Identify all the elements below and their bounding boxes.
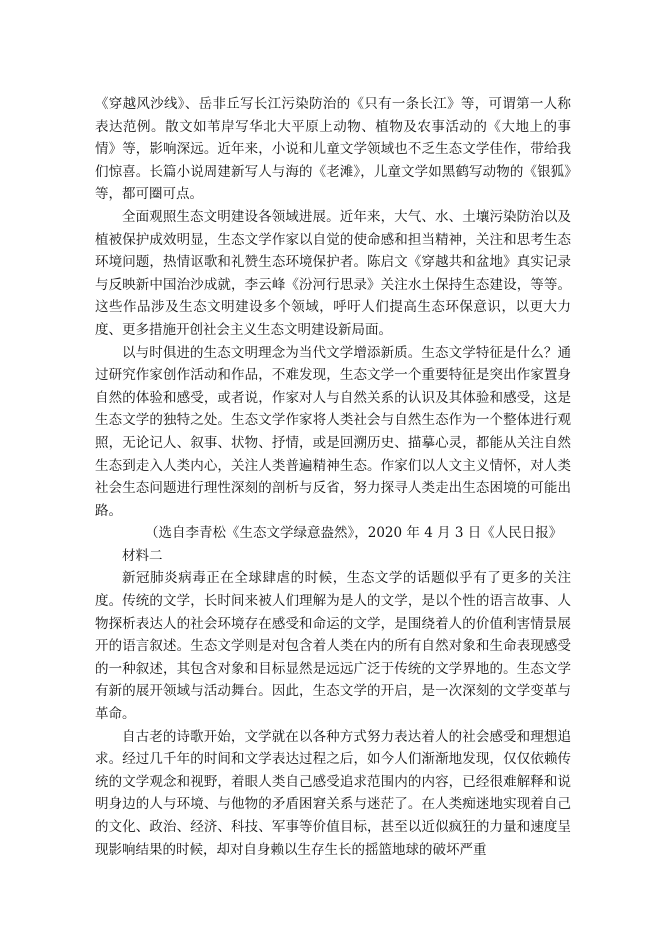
paragraph-2: 全面观照生态文明建设各领域进展。近年来，大气、水、土壤污染防治以及植被保护成效明显，生态文学作家以自觉的使命感和担当精神，关注和思考生态环境问题，热情讴歌和礼赞生态环境保护者。陈启文《穿越共和盆地》真实记录与反映新中国治沙成就，李云峰《汾河行思录》关注水土保持生态建设，等等。这些作品涉及生态文明建设多个领域，呼吁人们提高生态环保意识，以更大力度、更多措施开创社会主义生态文明建设新局面。: [95, 208, 571, 338]
source-citation: （选自李青松《生态文学绿意盎然》，2020 年 4 月 3 日《人民日报》: [145, 525, 563, 542]
paragraph-5: 自古老的诗歌开始，文学就在以各种方式努力表达着人的社会感受和理想追求。经过几千年的时间和文学表达过程之后，如今人们渐渐地发现，仅仅依赖传统的文学观念和视野，着眼人类自己感受追求范围内的内容，已经很难解释和说明身边的人与环境、与他物的矛盾困窘关系与迷茫了。在人类痴迷地实现着自己的文化、政治、经济、科技、军事等价值目标，甚至以近似疯狂的力量和速度呈现影响结果的时候，却对自身赖以生存生长的摇篮地球的破坏严重: [95, 728, 571, 858]
section-heading: 材料二: [122, 547, 163, 564]
paragraph-1: 《穿越风沙线》、岳非丘写长江污染防治的《只有一条长江》等，可谓第一人称表达范例。散文如苇岸写华北大平原上动物、植物及农事活动的《大地上的事情》等，影响深远。近年来，小说和儿童文学领域也不乏生态文学佳作，带给我们惊喜。长篇小说周建新写人与海的《老滩》，儿童文学如黑鹤写动物的《银狐》等，都可圈可点。: [95, 96, 571, 203]
document-page: [95, 93, 571, 861]
paragraph-4: 新冠肺炎病毒正在全球肆虐的时候，生态文学的话题似乎有了更多的关注度。传统的文学，长时间来被人们理解为是人的文学，是以个性的语言故事、人物探析表达人的社会环境存在感受和命运的文学，是围绕着人的价值利害情景展开的语言叙述。生态文学则是对包含着人类在内的所有自然对象和生命表现感受的一种叙述，其包含对象和目标显然是远远广泛于传统的文学界地的。生态文学有新的展开领域与活动舞台。因此，生态文学的开启，是一次深刻的文学变革与革命。: [95, 570, 571, 723]
paragraph-3: 以与时俱进的生态文明理念为当代文学增添新质。生态文学特征是什么？通过研究作家创作活动和作品，不难发现，生态文学一个重要特征是突出作家置身自然的体验和感受，或者说，作家对人与自然关系的认识及其体验和感受，这是生态文学的独特之处。生态文学作家将人类社会与自然生态作为一个整体进行观照，无论记人、叙事、状物、抒情，或是回溯历史、描摹心灵，都能从关注自然生态到走入人类内心，关注人类普遍精神生态。作家们以人文主义情怀，对人类社会生态问题进行理性深刻的剖析与反省，努力探寻人类走出生态困境的可能出路。: [95, 344, 571, 519]
